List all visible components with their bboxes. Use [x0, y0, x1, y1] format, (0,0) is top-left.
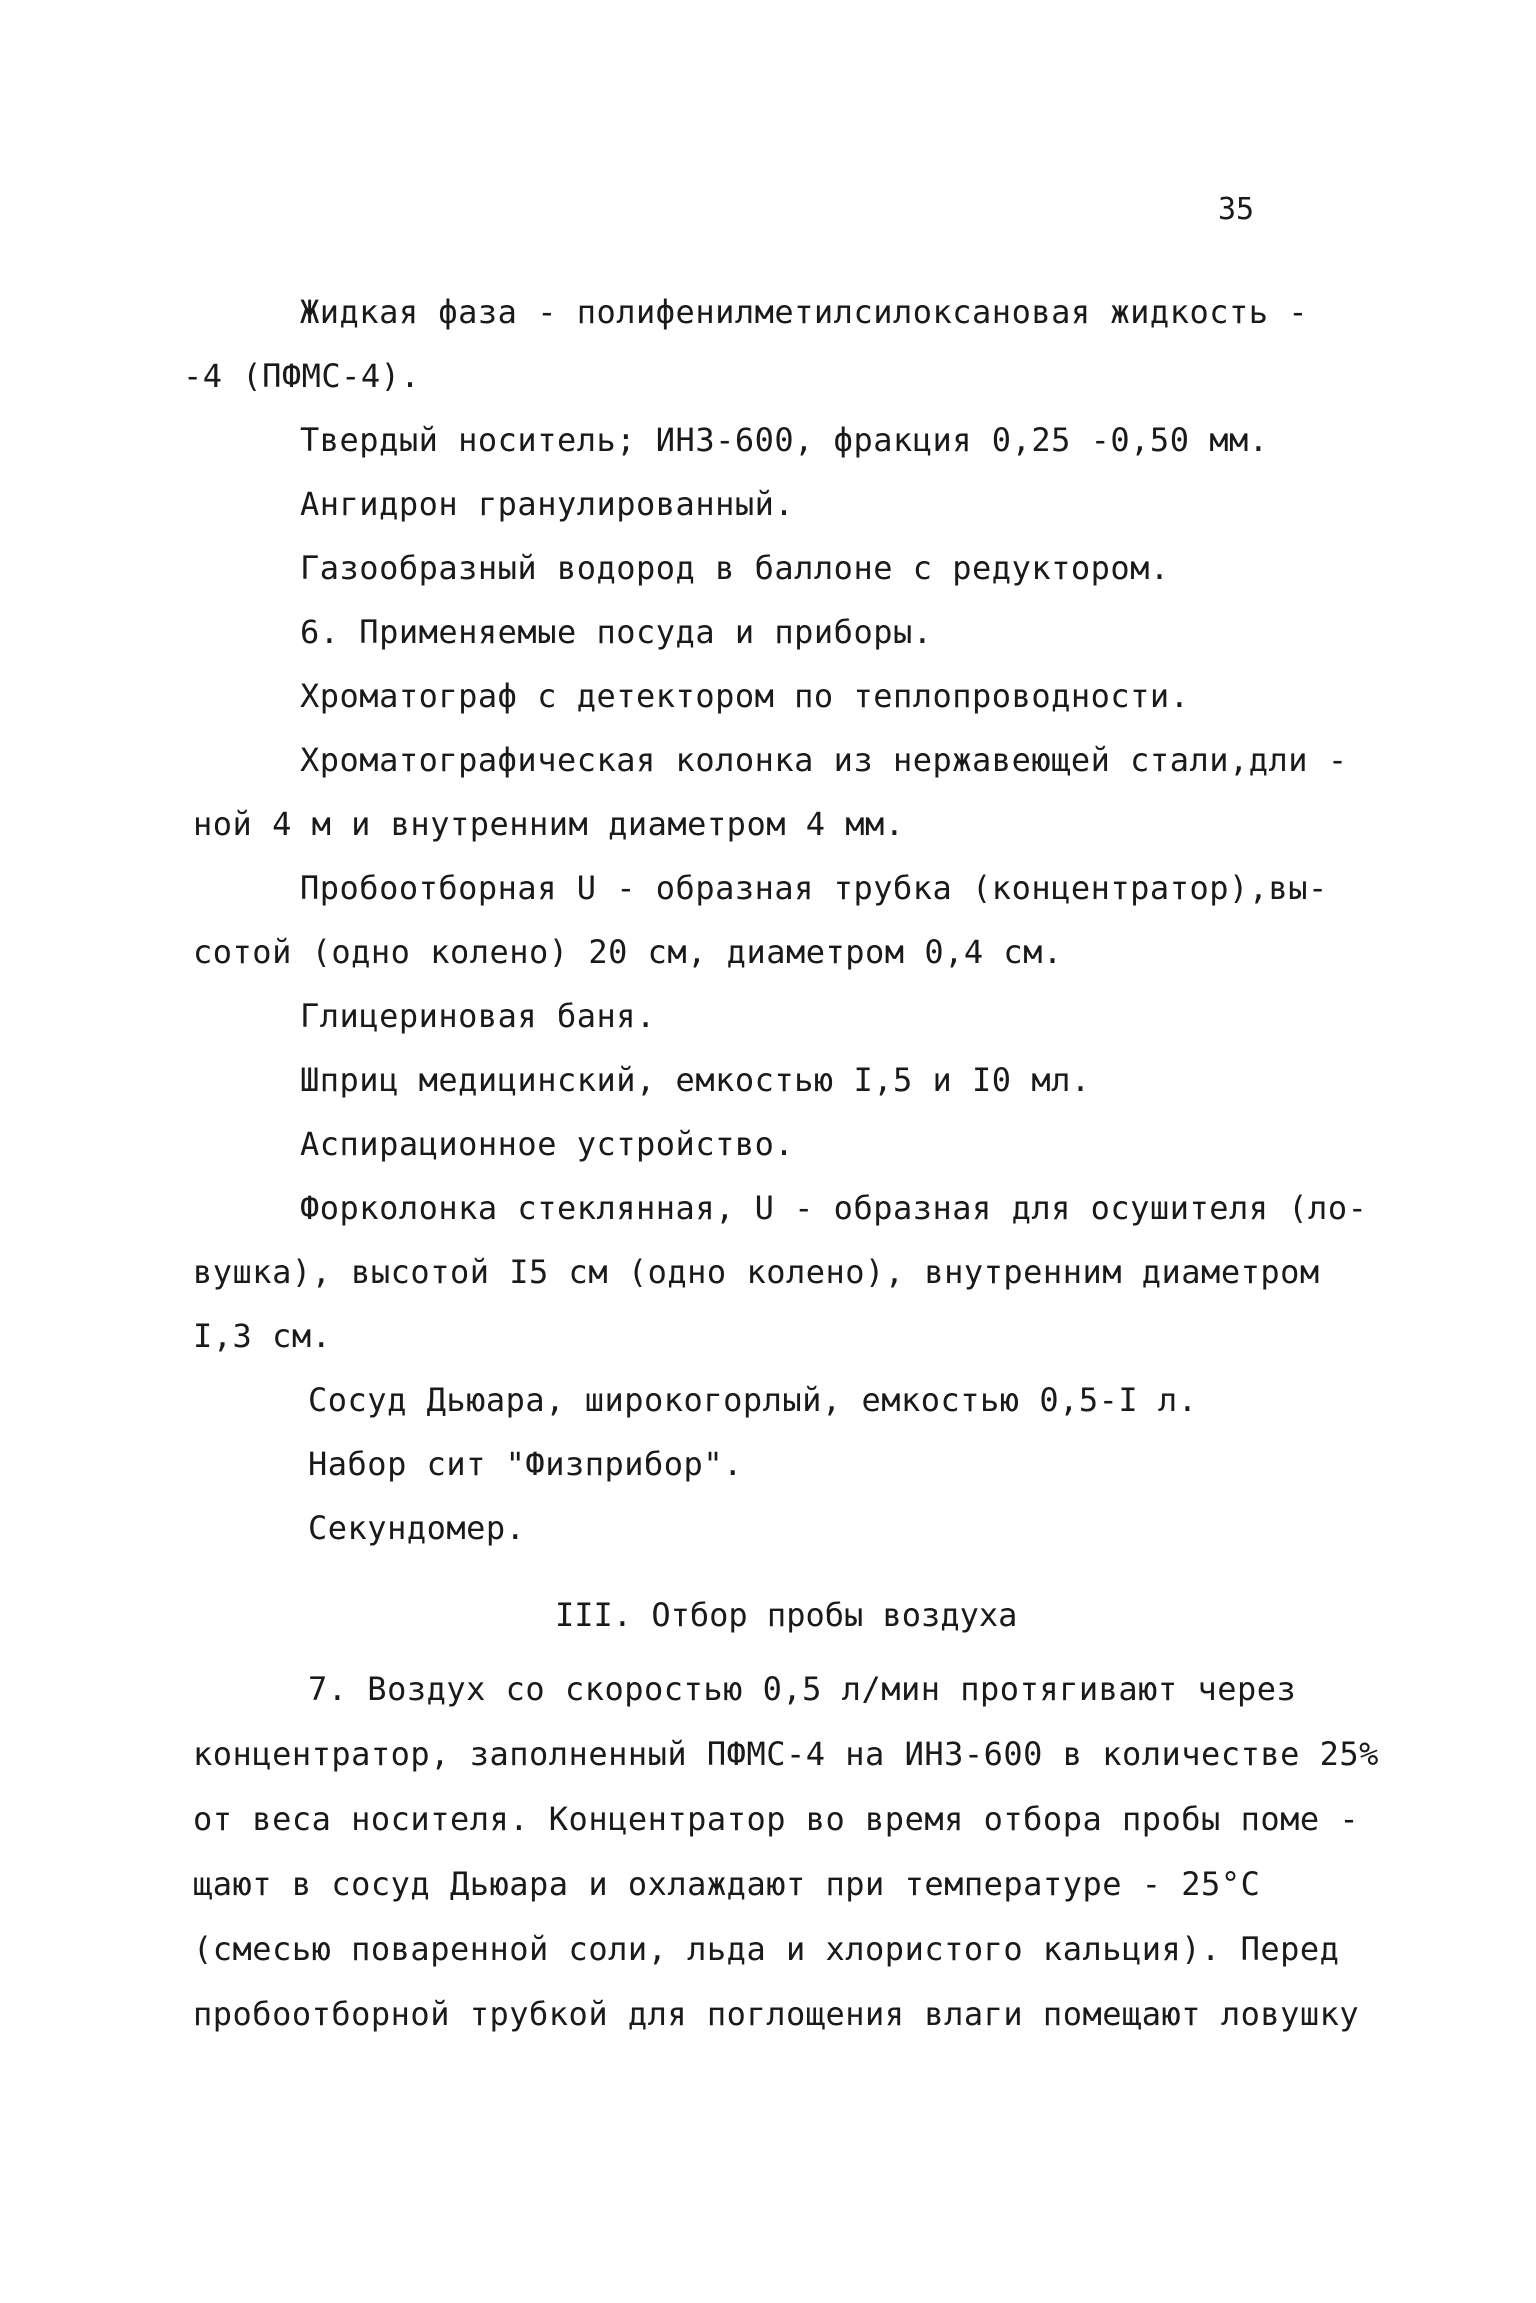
text-line: Твердый носитель; ИНЗ-600, фракция 0,25 -0,50 мм. [300, 421, 1269, 459]
text-line: сотой (одно колено) 20 см, диаметром 0,4 см. [193, 933, 1063, 971]
text-line: Газообразный водород в баллоне с редуктором. [300, 549, 1170, 587]
text-line: Аспирационное устройство. [300, 1125, 795, 1163]
text-line: Форколонка стеклянная, U - образная для осушителя (ло- [300, 1189, 1368, 1227]
text-line: Жидкая фаза - полифенилметилсилоксановая жидкость - [300, 293, 1309, 331]
text-line: Хроматографическая колонка из нержавеющей стали,дли - [300, 741, 1348, 779]
text-line: Секундомер. [308, 1509, 526, 1547]
paragraph-line: от веса носителя. Концентратор во время отбора пробы поме - [193, 1800, 1360, 1838]
paragraph-line: 7. Воздух со скоростью 0,5 л/мин протягивают через [308, 1670, 1297, 1708]
paragraph-line: (смесью поваренной соли, льда и хлористого кальция). Перед [193, 1930, 1340, 1968]
text-line: Сосуд Дьюара, широкогорлый, емкостью 0,5-I л. [308, 1381, 1198, 1419]
text-line: Шприц медицинский, емкостью I,5 и I0 мл. [300, 1061, 1091, 1099]
section-heading: III. Отбор пробы воздуха [555, 1596, 1018, 1634]
text-line: Хроматограф с детектором по теплопроводности. [300, 677, 1190, 715]
paragraph-line: щают в сосуд Дьюара и охлаждают при температуре - 25°С [193, 1865, 1261, 1903]
text-line: Глицериновая баня. [300, 997, 656, 1035]
text-line: Пробоотборная U - образная трубка (концентратор),вы- [300, 869, 1328, 907]
text-line: Набор сит "Физприбор". [308, 1445, 743, 1483]
paragraph-line: пробоотборной трубкой для поглощения влаги помещают ловушку [193, 1995, 1360, 2033]
text-line: -4 (ПФМС-4). [183, 357, 421, 395]
text-line: I,3 см. [193, 1317, 332, 1355]
page-number: 35 [1218, 192, 1255, 227]
text-line: Ангидрон гранулированный. [300, 485, 795, 523]
text-line: вушка), высотой I5 см (одно колено), внутренним диаметром [193, 1253, 1320, 1291]
text-line: ной 4 м и внутренним диаметром 4 мм. [193, 805, 905, 843]
paragraph-line: концентратор, заполненный ПФМС-4 на ИНЗ-600 в количестве 25% [193, 1735, 1379, 1773]
text-line: 6. Применяемые посуда и приборы. [300, 613, 933, 651]
